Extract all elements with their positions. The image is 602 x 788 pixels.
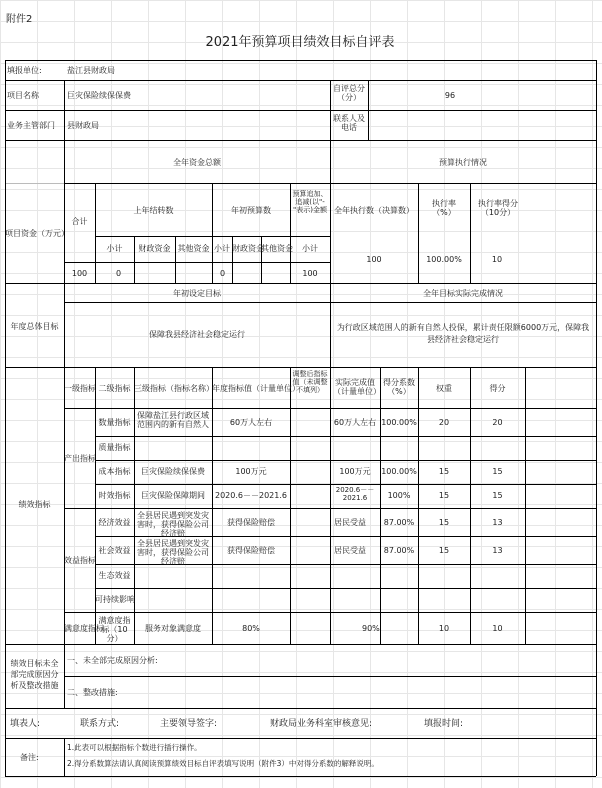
funds-row-initial: 0: [220, 269, 226, 278]
attachment-label: 附件2: [6, 14, 33, 25]
funds-row-total: 100: [71, 269, 88, 278]
row-weight: 15: [438, 518, 450, 527]
contact-label: 联系人及电话: [333, 114, 365, 133]
footer-date: 填报时间:: [424, 719, 464, 729]
row-l2: 社会效益: [98, 546, 131, 555]
analysis-line2: 二、整改措施:: [67, 688, 118, 697]
perf-header-coef: 得分系数（%）: [383, 378, 415, 397]
row-coef: 87.00%: [383, 546, 415, 555]
footer-opinion: 财政局业务科室审核意见:: [270, 719, 373, 729]
row-l3: 全县居民遇到突发灾害时，获得保险公司经济赔: [137, 539, 209, 567]
row-l2: 满意度指标（10分）: [98, 616, 131, 644]
row-l2: 数量指标: [98, 418, 131, 427]
row-weight: 15: [438, 467, 450, 476]
annual-set-text: 保障我县经济社会稳定运行: [149, 330, 245, 339]
perf-header-score: 得分: [489, 384, 506, 393]
funds-row-exec: 100: [366, 255, 382, 264]
row-target: 60万人左右: [229, 418, 273, 427]
row-score: 20: [492, 418, 503, 427]
funds-carryover: 上年结转数: [133, 206, 174, 215]
perf-level1-benefit: 效益指标: [64, 556, 96, 565]
row-target: 80%: [242, 624, 260, 633]
perf-level1-output: 产出指标: [64, 454, 96, 463]
row-l3: 巨灾保险续保保费: [141, 467, 205, 476]
perf-header-adj: 调整后指标值（未调整不填列）: [292, 370, 328, 395]
funds-exec-header: 预算执行情况: [439, 158, 487, 167]
perf-level1-satisfaction: 满意度指标: [64, 624, 104, 633]
dept-label: 业务主管部门: [7, 121, 55, 130]
row-actual: 2020.6－－2021.6: [335, 486, 375, 503]
row-target: 2020.6－－2021.6: [215, 491, 287, 500]
row-l3: 全县居民遇到突发灾害时，获得保险公司经济赔: [137, 511, 209, 539]
row-score: 15: [492, 491, 503, 500]
row-l2: 成本指标: [98, 467, 131, 476]
annual-label: 年度总体目标: [10, 322, 59, 331]
carry-other-header: 其他资金: [177, 244, 210, 253]
row-l3: 服务对象满意度: [145, 624, 201, 633]
analysis-line1: 一、未全部完成原因分析:: [67, 656, 158, 665]
row-coef: 100.00%: [381, 418, 417, 427]
row-actual: 100万元: [339, 467, 371, 476]
row-score: 13: [492, 518, 503, 527]
funds-initial: 年初预算数: [231, 206, 271, 215]
funds-total-header: 全年资金总额: [173, 158, 221, 167]
funds-exec-score: 执行率得分（10分）: [478, 199, 518, 218]
dept-value: 县财政局: [67, 121, 99, 130]
row-target: 获得保险赔偿: [227, 546, 275, 555]
funds-exec-amount: 全年执行数（决算数）: [334, 206, 414, 215]
row-score: 13: [492, 546, 503, 555]
annual-done-header: 全年目标实际完成情况: [423, 289, 503, 298]
row-weight: 10: [438, 624, 450, 633]
funds-total: 合计: [71, 217, 88, 226]
funds-section-label: 项目资金（万元）: [5, 229, 69, 238]
row-l3: 保障盐江县行政区域范围内的新有自然人: [137, 411, 209, 430]
funds-row-adjust: 100: [302, 269, 318, 278]
footer-leader: 主要领导签字:: [160, 719, 218, 729]
annual-set-header: 年初设定目标: [173, 289, 221, 298]
row-target: 100万元: [235, 467, 267, 476]
perf-header-actual: 实际完成值（计量单位）: [333, 378, 381, 397]
page-title: 2021年预算项目绩效目标自评表: [205, 35, 395, 50]
funds-row-score: 10: [491, 255, 503, 264]
row-actual: 居民受益: [334, 518, 366, 527]
row-actual: 60万人左右: [333, 418, 377, 427]
row-actual: 90%: [362, 624, 380, 633]
project-label: 项目名称: [7, 91, 39, 100]
row-weight: 15: [438, 546, 450, 555]
unit-value: 盐江县财政局: [67, 66, 115, 75]
carry-subtotal-header: 小计: [106, 244, 123, 253]
row-score: 15: [492, 467, 503, 476]
perf-header-l3: 三级指标（指标名称）: [134, 384, 214, 393]
perf-header-target: 年度指标值（计量单位）: [212, 384, 300, 393]
funds-adjust: 预算追加、追减(以"-"表示)金额: [292, 190, 328, 215]
score-value: 96: [444, 91, 456, 100]
row-coef: 100.00%: [381, 467, 417, 476]
unit-label: 填报单位:: [7, 66, 42, 75]
row-coef: 87.00%: [383, 518, 415, 527]
row-l2: 质量指标: [98, 443, 131, 452]
funds-row-carry: 0: [116, 269, 122, 278]
footer-filler: 填表人:: [10, 719, 41, 729]
carry-fiscal-header: 财政资金: [138, 244, 171, 253]
row-coef: 100%: [387, 491, 411, 500]
row-target: 获得保险赔偿: [227, 518, 275, 527]
row-l3: 巨灾保险保障期间: [141, 491, 205, 500]
analysis-label: 绩效目标未全部完成原因分析及整改措施: [10, 659, 59, 691]
row-l2: 时效指标: [98, 491, 131, 500]
perf-header-l2: 二级指标: [98, 384, 131, 393]
funds-exec-rate: 执行率（%）: [432, 199, 456, 218]
score-label: 自评总分（分）: [333, 84, 365, 103]
notes-line1: 1.此表可以根据指标个数进行插行操作。: [67, 743, 202, 752]
annual-done-text: 为行政区域范围人的新有自然人投保，累计责任限额6000万元，保障我县经济社会稳定运行: [336, 323, 590, 344]
adjust-subtotal-header: 小计: [302, 244, 318, 253]
row-weight: 20: [438, 418, 450, 427]
footer-contact: 联系方式:: [80, 719, 120, 729]
perf-header-l1: 一级指标: [64, 384, 96, 393]
initial-other-header: 其他资金: [261, 244, 293, 253]
row-l2: 可持续影响: [95, 595, 135, 604]
initial-subtotal-header: 小计: [214, 244, 230, 253]
notes-line2: 2.得分系数算法请认真阅读预算绩效目标自评表填写说明（附件3）中对得分系数的解释说明。: [67, 759, 379, 768]
row-l2: 生态效益: [98, 571, 131, 580]
perf-label: 绩效指标: [18, 500, 51, 509]
row-weight: 15: [438, 491, 450, 500]
row-actual: 居民受益: [334, 546, 366, 555]
row-score: 10: [492, 624, 503, 633]
funds-row-rate: 100.00%: [426, 255, 462, 264]
notes-label: 备注:: [20, 753, 39, 762]
project-value: 巨灾保险续保保费: [67, 91, 131, 100]
initial-fiscal-header: 财政资金: [232, 244, 264, 253]
perf-header-weight: 权重: [436, 384, 452, 393]
row-l2: 经济效益: [98, 518, 131, 527]
